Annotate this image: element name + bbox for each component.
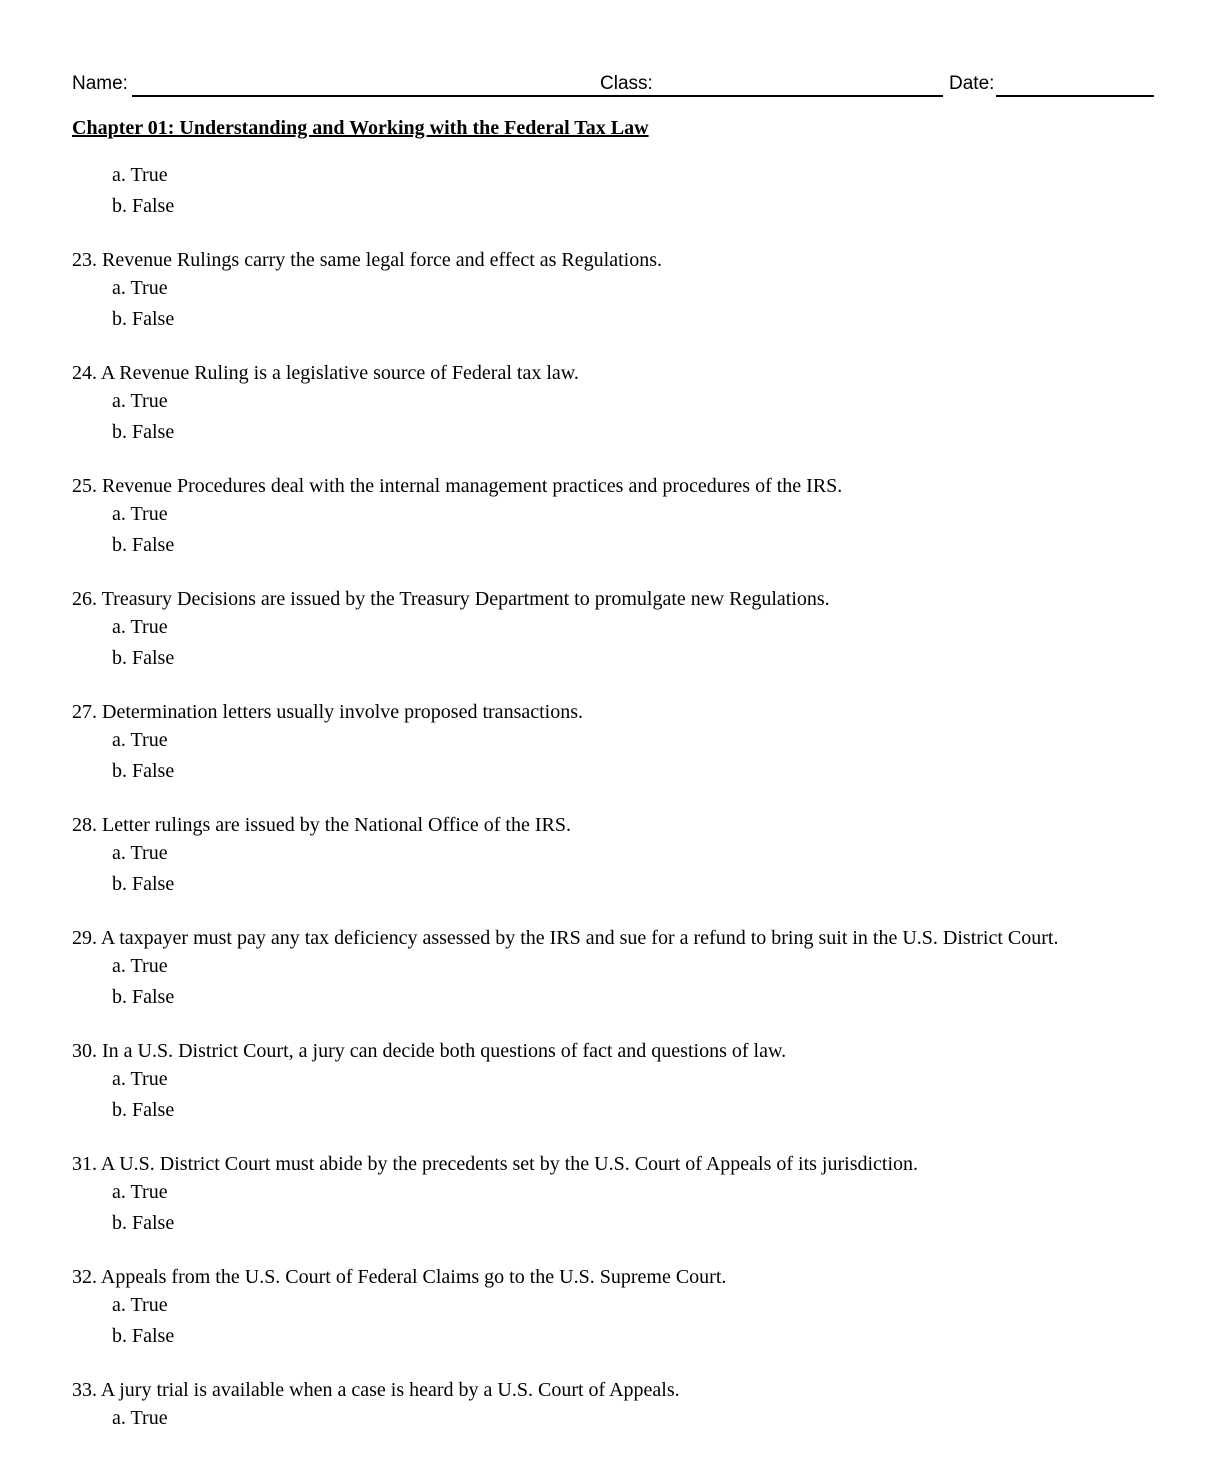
date-label: Date: [949, 73, 995, 94]
question-text: 28. Letter rulings are issued by the National Office of the IRS. [72, 814, 571, 836]
option-false: b. False [112, 534, 175, 556]
question-24 [72, 360, 1154, 449]
option-true: a. True [112, 1181, 168, 1203]
option-false: b. False [112, 421, 175, 443]
question-28 [72, 812, 1154, 901]
question-text: 27. Determination letters usually involve proposed transactions. [72, 701, 583, 723]
option-true: a. True [112, 729, 168, 751]
question-text: 26. Treasury Decisions are issued by the Treasury Department to promulgate new Regulations. [72, 588, 830, 610]
question-25 [72, 473, 1154, 562]
option-false: b. False [112, 760, 175, 782]
question-text: 29. A taxpayer must pay any tax deficiency assessed by the IRS and sue for a refund to bring suit in the U.S. District Court. [72, 927, 1059, 949]
option-true: a. True [112, 842, 168, 864]
question-text: 31. A U.S. District Court must abide by the precedents set by the U.S. Court of Appeals of its jurisdiction. [72, 1153, 919, 1175]
class-label: Class: [600, 73, 653, 94]
option-false: b. False [112, 647, 175, 669]
question-text: 23. Revenue Rulings carry the same legal force and effect as Regulations. [72, 249, 662, 271]
question-list [72, 161, 1154, 1435]
option-true: a. True [112, 955, 168, 977]
date-blank-line[interactable] [996, 95, 1154, 97]
question-30 [72, 1038, 1154, 1127]
question-31 [72, 1151, 1154, 1240]
question-text: 24. A Revenue Ruling is a legislative source of Federal tax law. [72, 362, 579, 384]
carryover-question-options [72, 161, 1154, 223]
chapter-title: Chapter 01: Understanding and Working with the Federal Tax Law [72, 117, 649, 139]
option-false: b. False [112, 195, 175, 217]
question-33 [72, 1377, 1154, 1435]
option-false: b. False [112, 986, 175, 1008]
option-false: b. False [112, 1325, 175, 1347]
question-32 [72, 1264, 1154, 1353]
option-false: b. False [112, 1099, 175, 1121]
option-true: a. True [112, 1294, 168, 1316]
option-true: a. True [112, 616, 168, 638]
question-text: 25. Revenue Procedures deal with the internal management practices and procedures of the IRS. [72, 475, 843, 497]
question-26 [72, 586, 1154, 675]
option-true: a. True [112, 503, 168, 525]
class-blank-line[interactable] [655, 95, 943, 97]
option-true: a. True [112, 1068, 168, 1090]
name-label: Name: [72, 73, 128, 94]
name-blank-line[interactable] [132, 95, 666, 97]
question-29 [72, 925, 1154, 1014]
question-text: 32. Appeals from the U.S. Court of Federal Claims go to the U.S. Supreme Court. [72, 1266, 727, 1288]
question-text: 30. In a U.S. District Court, a jury can decide both questions of fact and questions of law. [72, 1040, 787, 1062]
option-false: b. False [112, 1212, 175, 1234]
option-true: a. True [112, 164, 168, 186]
option-false: b. False [112, 873, 175, 895]
option-true: a. True [112, 390, 168, 412]
question-23 [72, 247, 1154, 336]
question-text: 33. A jury trial is available when a case is heard by a U.S. Court of Appeals. [72, 1379, 680, 1401]
option-true: a. True [112, 1407, 168, 1429]
worksheet-header [72, 72, 1154, 98]
option-true: a. True [112, 277, 168, 299]
question-27 [72, 699, 1154, 788]
option-false: b. False [112, 308, 175, 330]
